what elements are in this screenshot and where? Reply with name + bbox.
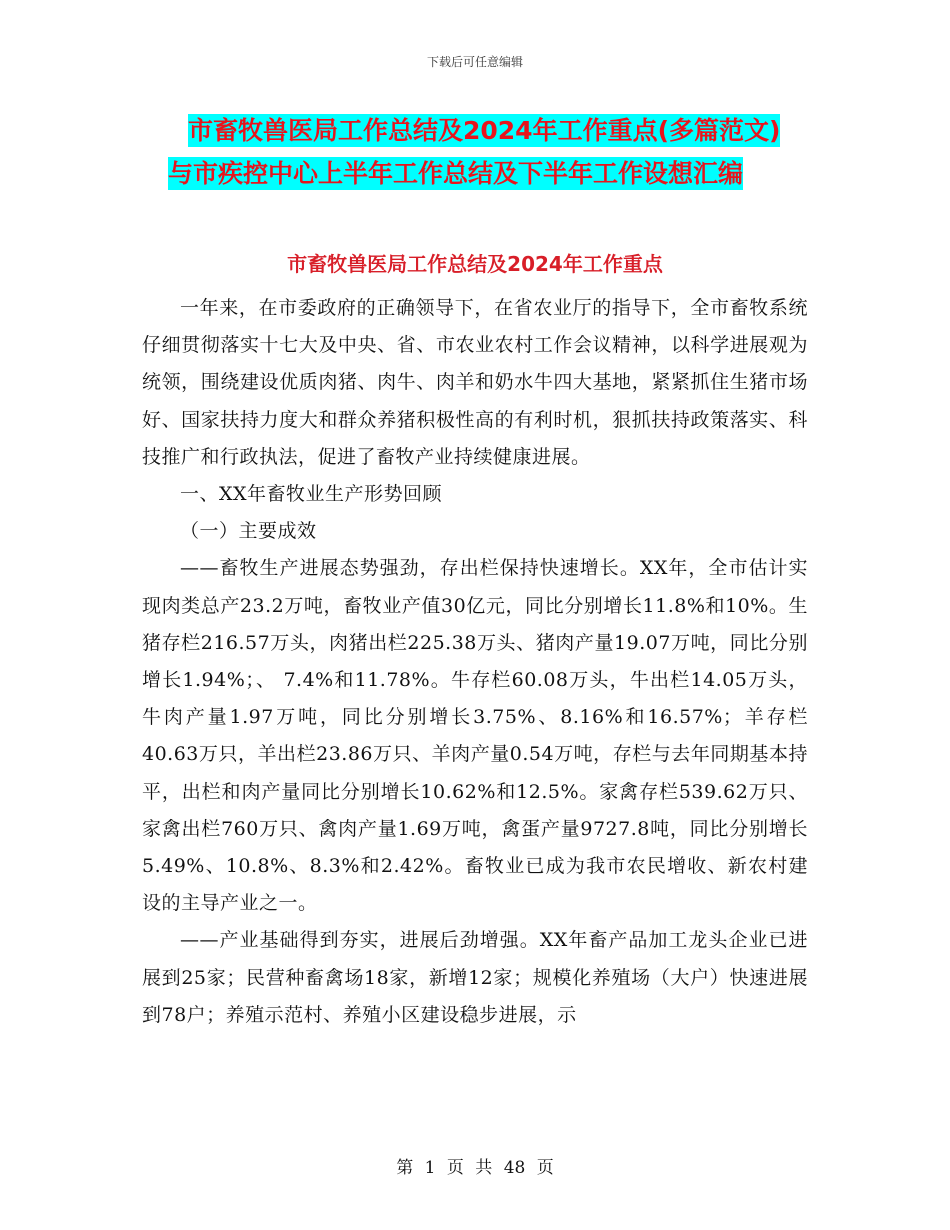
section-title: 市畜牧兽医局工作总结及2024年工作重点 [287, 252, 663, 276]
paragraph-intro: 一年来，在市委政府的正确领导下，在省农业厅的指导下，全市畜牧系统仔细贯彻落实十七大及中央、省、市农业农村工作会议精神，以科学进展观为统领，围绕建设优质肉猪、肉牛、肉羊和奶水牛四大基地，紧紧抓住生猪市场好、国家扶持力度大和群众养猪积极性高的有利时机，狠抓扶持政策落实、科技推广和行政执法，促进了畜牧产业持续健康进展。 [142, 297, 808, 468]
paragraph-industry-base: ——产业基础得到夯实，进展后劲增强。XX年畜产品加工龙头企业已进展到25家；民营种畜禽场18家，新增12家；规模化养殖场（大户）快速进展到78户；养殖示范村、养殖小区建设稳步进展，示 [142, 929, 808, 1026]
paragraph-heading-review: 一、XX年畜牧业生产形势回顾 [180, 483, 443, 506]
page-footer: 第 1 页 共 48 页 [396, 1158, 554, 1178]
body-text [142, 290, 808, 1034]
document-title-line-2-text: 与市疾控中心上半年工作总结及下半年工作设想汇编 [168, 159, 744, 188]
paragraph-production: ——畜牧生产进展态势强劲，存出栏保持快速增长。XX年，全市估计实现肉类总产23.2万吨，畜牧业产值30亿元，同比分别增长11.8%和10%。生猪存栏216.57万头，肉猪出栏225.38万头、猪肉产量19.07万吨，同比分别增长1.94%；、 7.4%和11.78%。牛存栏60.08万头，牛出栏14.05万头，牛肉产量1.97万吨，同比分别增长3.75%、8.16%和16.57%；羊存栏40.63万只，羊出栏23.86万只、羊肉产量0.54万吨，存栏与去年同期基本持平，出栏和肉产量同比分别增长10.62%和12.5%。家禽存栏539.62万只、家禽出栏760万只、禽肉产量1.69万吨，禽蛋产量9727.8吨，同比分别增长5.49%、10.8%、8.3%和2.42%。畜牧业已成为我市农民增收、新农村建设的主导产业之一。 [142, 557, 808, 915]
document-title-line-1 [0, 114, 950, 148]
document-title-line-1-text: 市畜牧兽医局工作总结及2024年工作重点(多篇范文) [188, 116, 781, 145]
document-title-line-2 [0, 157, 950, 191]
header-note: 下载后可任意编辑 [426, 55, 523, 69]
paragraph-heading-achievements: （一）主要成效 [180, 520, 317, 543]
